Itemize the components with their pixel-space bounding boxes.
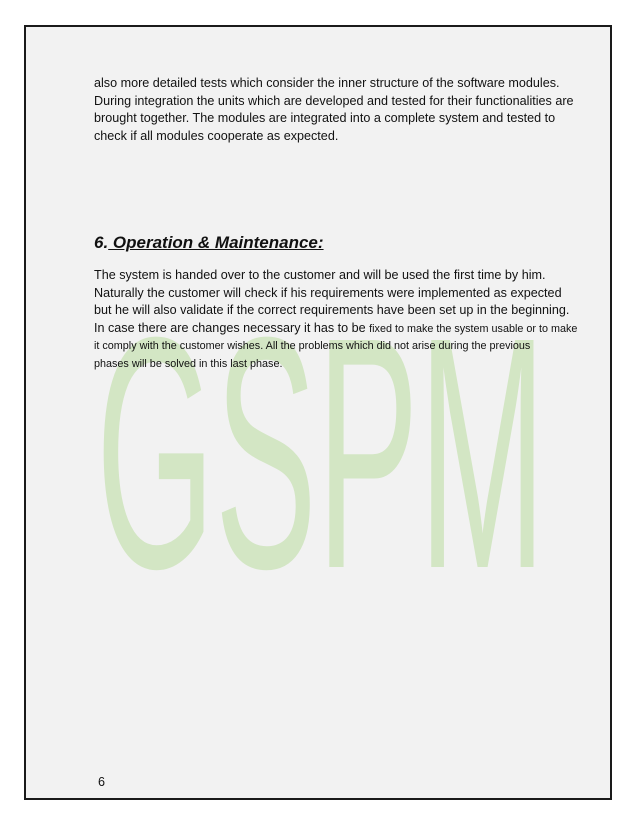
section-line: Naturally the customer will check if his requirements were implemented as expected [94,285,562,300]
section-line: The system is handed over to the customer and will be used the first time by him. [94,268,546,282]
section-number: 6. [94,233,109,252]
section-paragraph [94,267,578,374]
intro-line: check if all modules cooperate as expected. [94,128,339,143]
section-line-small: it comply with the customer wishes. All the problems which did not arise during the previous [94,340,531,353]
section-title: Operation & Maintenance: [108,233,324,252]
watermark-text: GSPM [96,277,546,597]
section-heading [94,233,324,253]
intro-line: brought together. The modules are integrated into a complete system and tested to [94,111,556,126]
intro-paragraph [94,75,574,145]
document-page [24,25,612,800]
intro-line: also more detailed tests which consider the inner structure of the software modules. [94,76,560,90]
mixed-small-text: fixed to make the system usable or to make [369,322,578,335]
mixed-normal-text: In case there are changes necessary it has to be [94,320,370,335]
page-number: 6 [98,775,106,789]
intro-line: During integration the units which are developed and tested for their functionalities are [94,93,574,108]
section-line-small: phases will be solved in this last phase. [94,357,283,370]
section-line-mixed [94,320,578,339]
section-line: but he will also validate if the correct requirements have been set up in the beginning. [94,303,570,318]
